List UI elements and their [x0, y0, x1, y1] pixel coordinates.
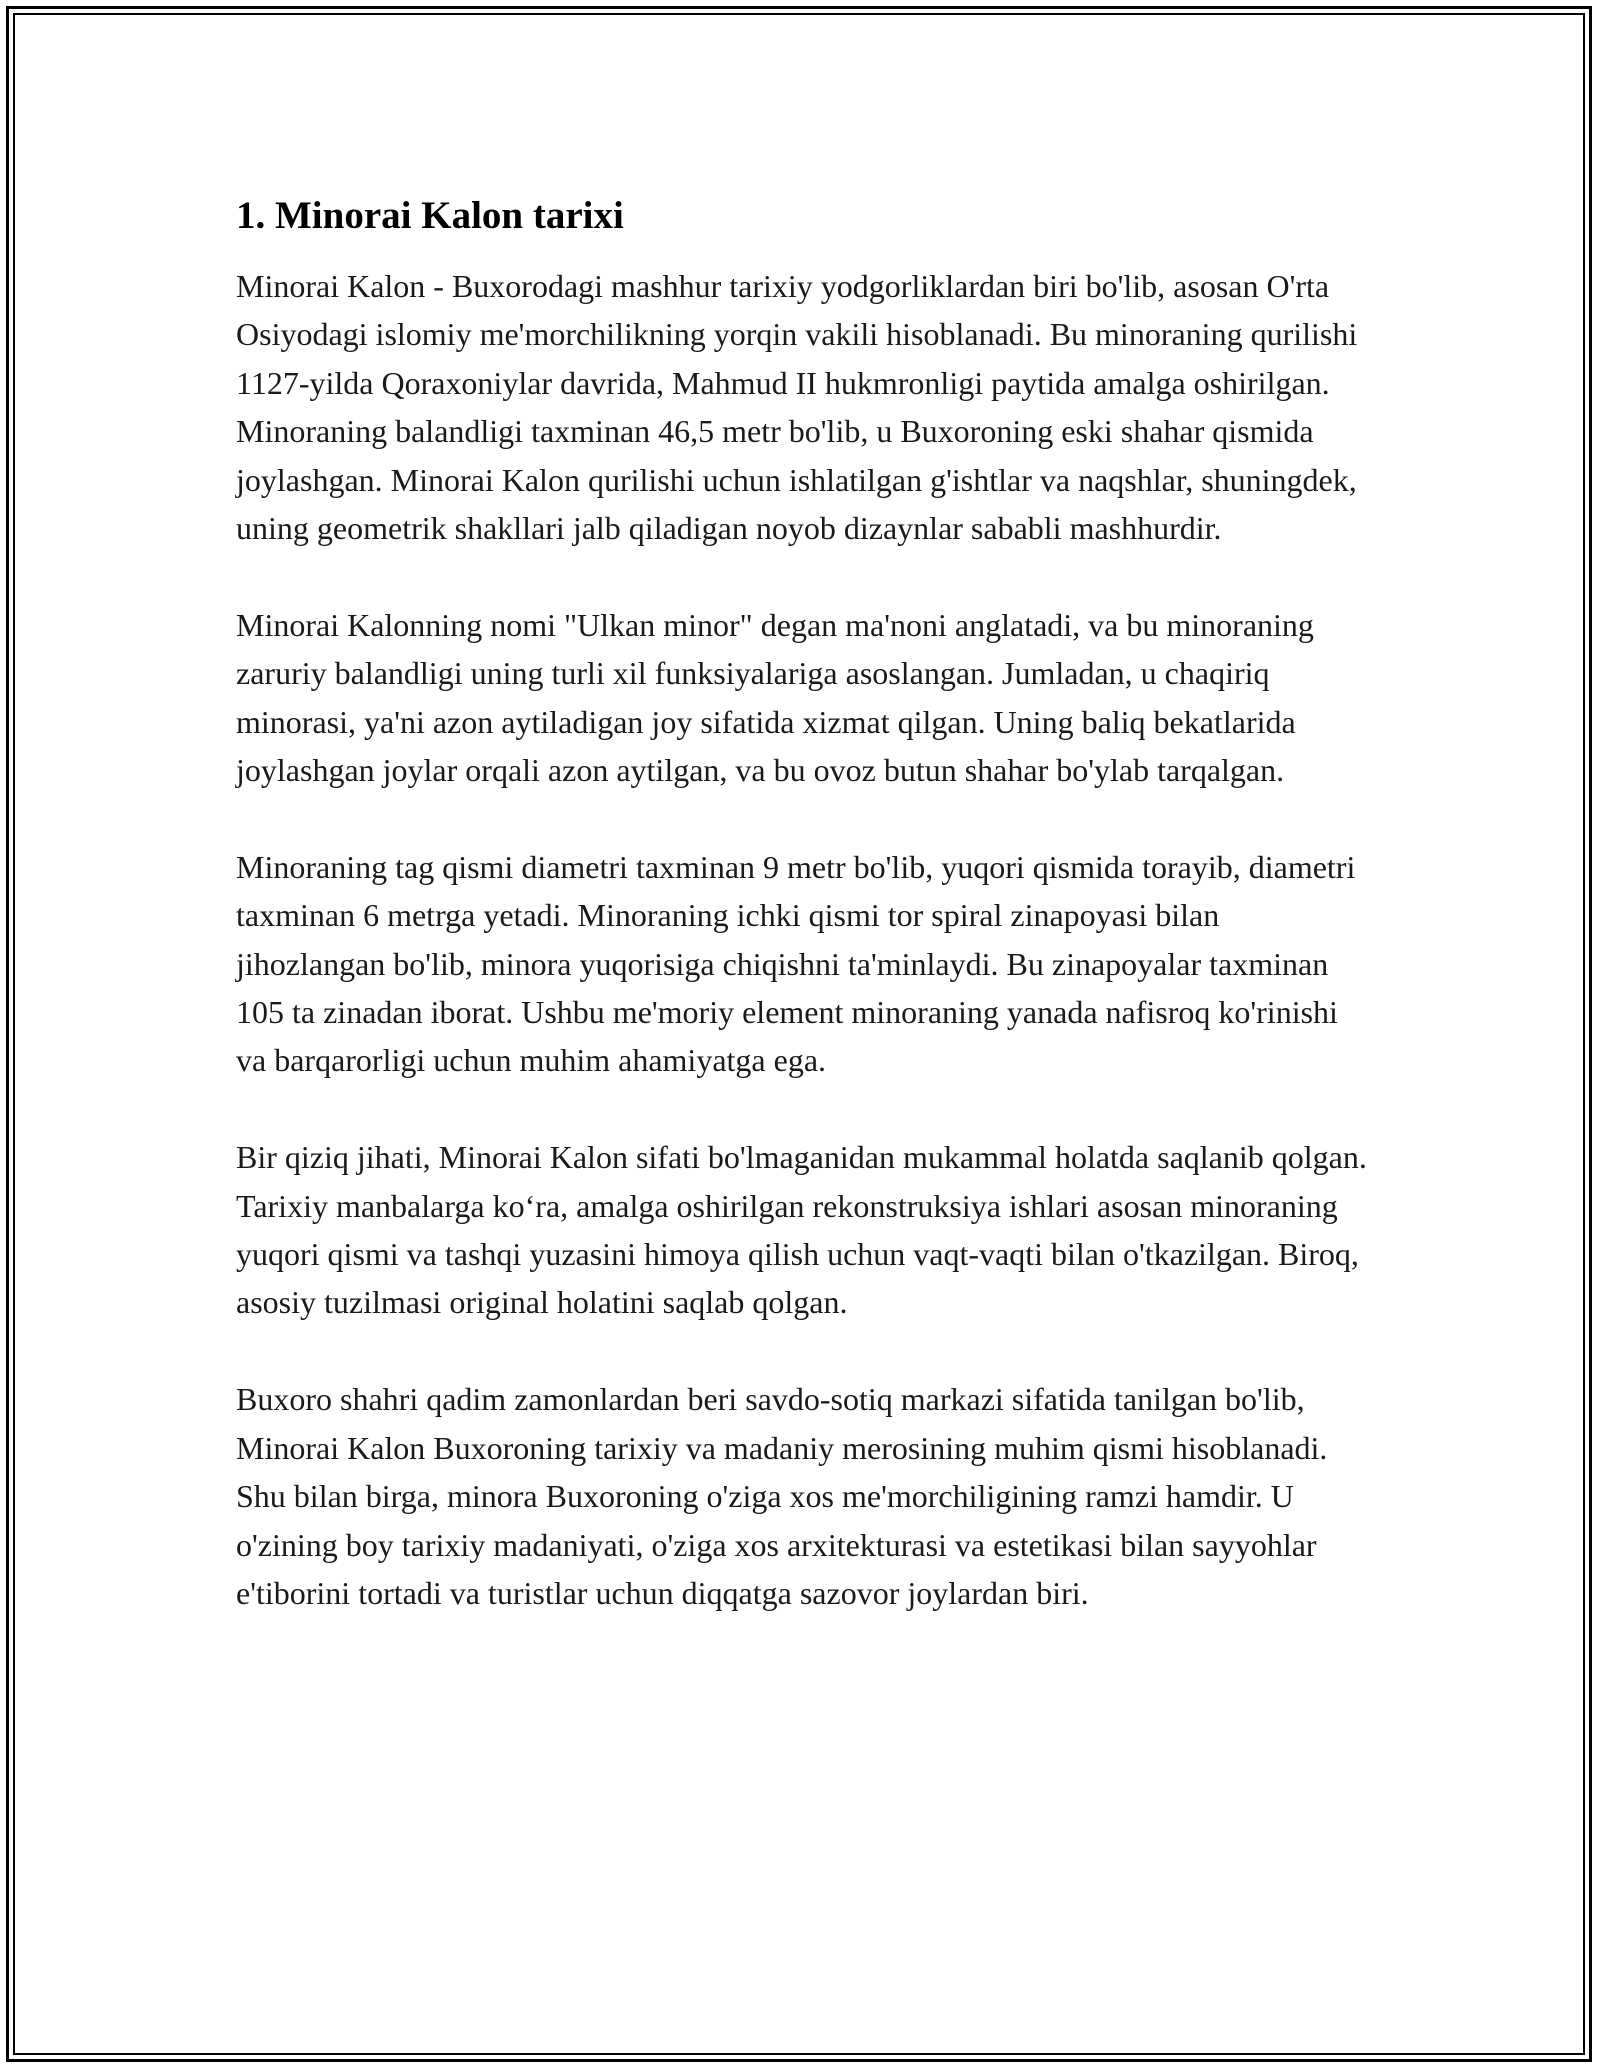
paragraph-5: Buxoro shahri qadim zamonlardan beri savdo-sotiq markazi sifatida tanilgan bo'lib, Minorai Kalon Buxoroning tarixiy va madaniy merosining muhim qismi hisoblanadi. Shu bilan birga, minora Buxoroning o'ziga xos me'morchiligining ramzi hamdir. U o'zining boy tarixiy madaniyati, o'ziga xos arxitekturasi va estetikasi bilan sayyohlar e'tiborini tortadi va turistlar uchun diqqatga sazovor joylardan biri.: [236, 1381, 1328, 1611]
paragraph-2: Minorai Kalonning nomi "Ulkan minor" degan ma'noni anglatadi, va bu minoraning zaruriy balandligi uning turli xil funksiyalariga asoslangan. Jumladan, u chaqiriq minorasi, ya'ni azon aytiladigan joy sifatida xizmat qilgan. Uning baliq bekatlarida joylashgan joylar orqali azon aytilgan, va bu ovoz butun shahar bo'ylab tarqalgan.: [236, 606, 1314, 789]
section-heading: 1. Minorai Kalon tarixi: [236, 194, 624, 237]
document-body: [236, 188, 1376, 1666]
paragraph-4: Bir qiziq jihati, Minorai Kalon sifati bo'lmaganidan mukammal holatda saqlanib qolgan. Tarixiy manbalarga ko‘ra, amalga oshirilgan rekonstruksiya ishlari asosan minoraning yuqori qismi va tashqi yuzasini himoya qilish uchun vaqt-vaqti bilan o'tkazilgan. Biroq, asosiy tuzilmasi original holatini saqlab qolgan.: [236, 1139, 1367, 1321]
paragraph-1: Minorai Kalon - Buxorodagi mashhur tarixiy yodgorliklardan biri bo'lib, asosan O'rta Osiyodagi islomiy me'morchilikning yorqin vakili hisoblanadi. Bu minoraning qurilishi 1127-yilda Qoraxoniylar davrida, Mahmud II hukmronligi paytida amalga oshirilgan. Minoraning balandligi taxminan 46,5 metr bo'lib, u Buxoroning eski shahar qismida joylashgan. Minorai Kalon qurilishi uchun ishlatilgan g'ishtlar va naqshlar, shuningdek, uning geometrik shakllari jalb qiladigan noyob dizaynlar sababli mashhurdir.: [236, 268, 1358, 547]
paragraph-3: Minoraning tag qismi diametri taxminan 9 metr bo'lib, yuqori qismida torayib, diametri taxminan 6 metrga yetadi. Minoraning ichki qismi tor spiral zinapoyasi bilan jihozlangan bo'lib, minora yuqorisiga chiqishni ta'minlaydi. Bu zinapoyalar taxminan 105 ta zinadan iborat. Ushbu me'moriy element minoraning yanada nafisroq ko'rinishi va barqarorligi uchun muhim ahamiyatga ega.: [236, 848, 1356, 1079]
